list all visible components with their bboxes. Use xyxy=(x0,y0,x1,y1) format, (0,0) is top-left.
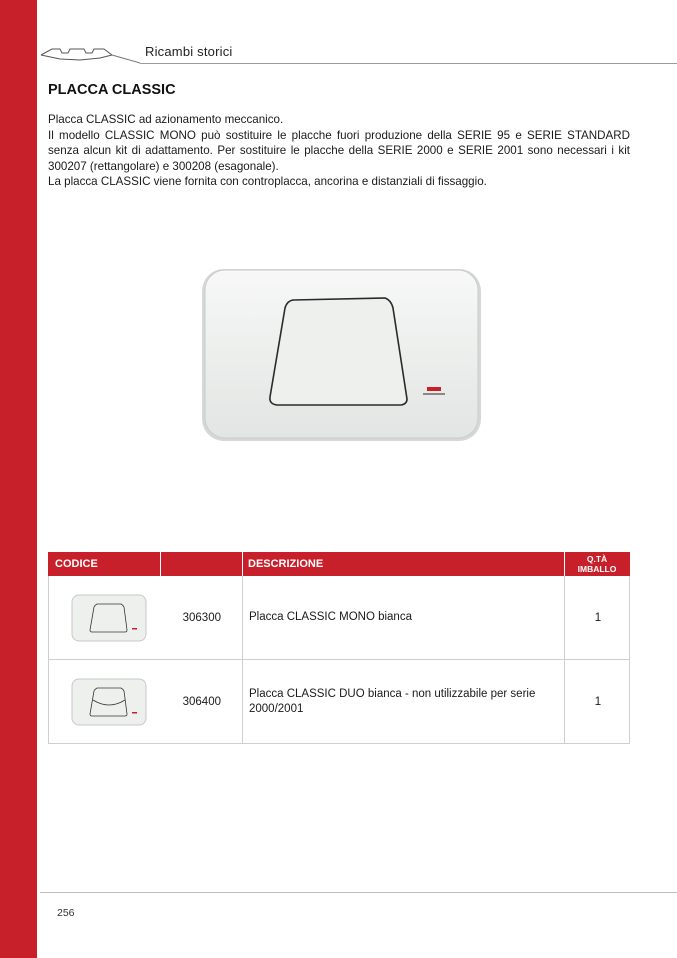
table-row xyxy=(48,660,630,744)
header-quantity-line1: Q.TÀ xyxy=(586,554,608,564)
header-code: CODICE xyxy=(55,558,98,570)
side-color-band xyxy=(0,0,37,958)
flush-plate-mono-icon xyxy=(71,594,147,642)
row-code: 306300 xyxy=(182,611,221,624)
page-header xyxy=(40,40,677,66)
product-table xyxy=(48,552,630,744)
section-label: Ricambi storici xyxy=(145,44,233,59)
header-ornament-icon xyxy=(40,44,152,66)
header-description: DESCRIZIONE xyxy=(248,558,324,570)
row-divider xyxy=(242,660,243,743)
header-quantity-line2: IMBALLO xyxy=(577,564,617,574)
row-code: 306400 xyxy=(182,695,221,708)
flush-plate-duo-icon xyxy=(71,678,147,726)
intro-paragraph: La placca CLASSIC viene fornita con controplacca, ancorina e distanziali di fissaggio. xyxy=(48,175,487,188)
row-description: Placca CLASSIC MONO bianca xyxy=(249,611,412,623)
flush-plate-product-image xyxy=(199,264,484,444)
page-number: 256 xyxy=(57,907,75,919)
header-divider xyxy=(160,552,161,576)
page-title: PLACCA CLASSIC xyxy=(48,82,176,98)
header-divider xyxy=(242,552,243,576)
intro-paragraph: Il modello CLASSIC MONO può sostituire le placche fuori produzione della SERIE 95 e SERIE STANDARD senza alcun kit di adattamento. Per sostituire le placche della SERIE 2000 e SERIE 2001 sono necessari i kit 300207 (rettangolare) e 300208 (esagonale). xyxy=(48,128,630,173)
intro-text xyxy=(48,112,630,190)
header-rule xyxy=(140,63,677,64)
row-divider xyxy=(242,576,243,659)
row-quantity: 1 xyxy=(594,611,602,624)
row-description: Placca CLASSIC DUO bianca - non utilizzabile per serie 2000/2001 xyxy=(249,687,536,715)
footer-rule xyxy=(40,892,677,893)
intro-paragraph: Placca CLASSIC ad azionamento meccanico. xyxy=(48,113,284,126)
table-header xyxy=(48,552,630,576)
row-quantity: 1 xyxy=(594,695,602,708)
header-quantity xyxy=(564,552,630,576)
table-row xyxy=(48,576,630,660)
